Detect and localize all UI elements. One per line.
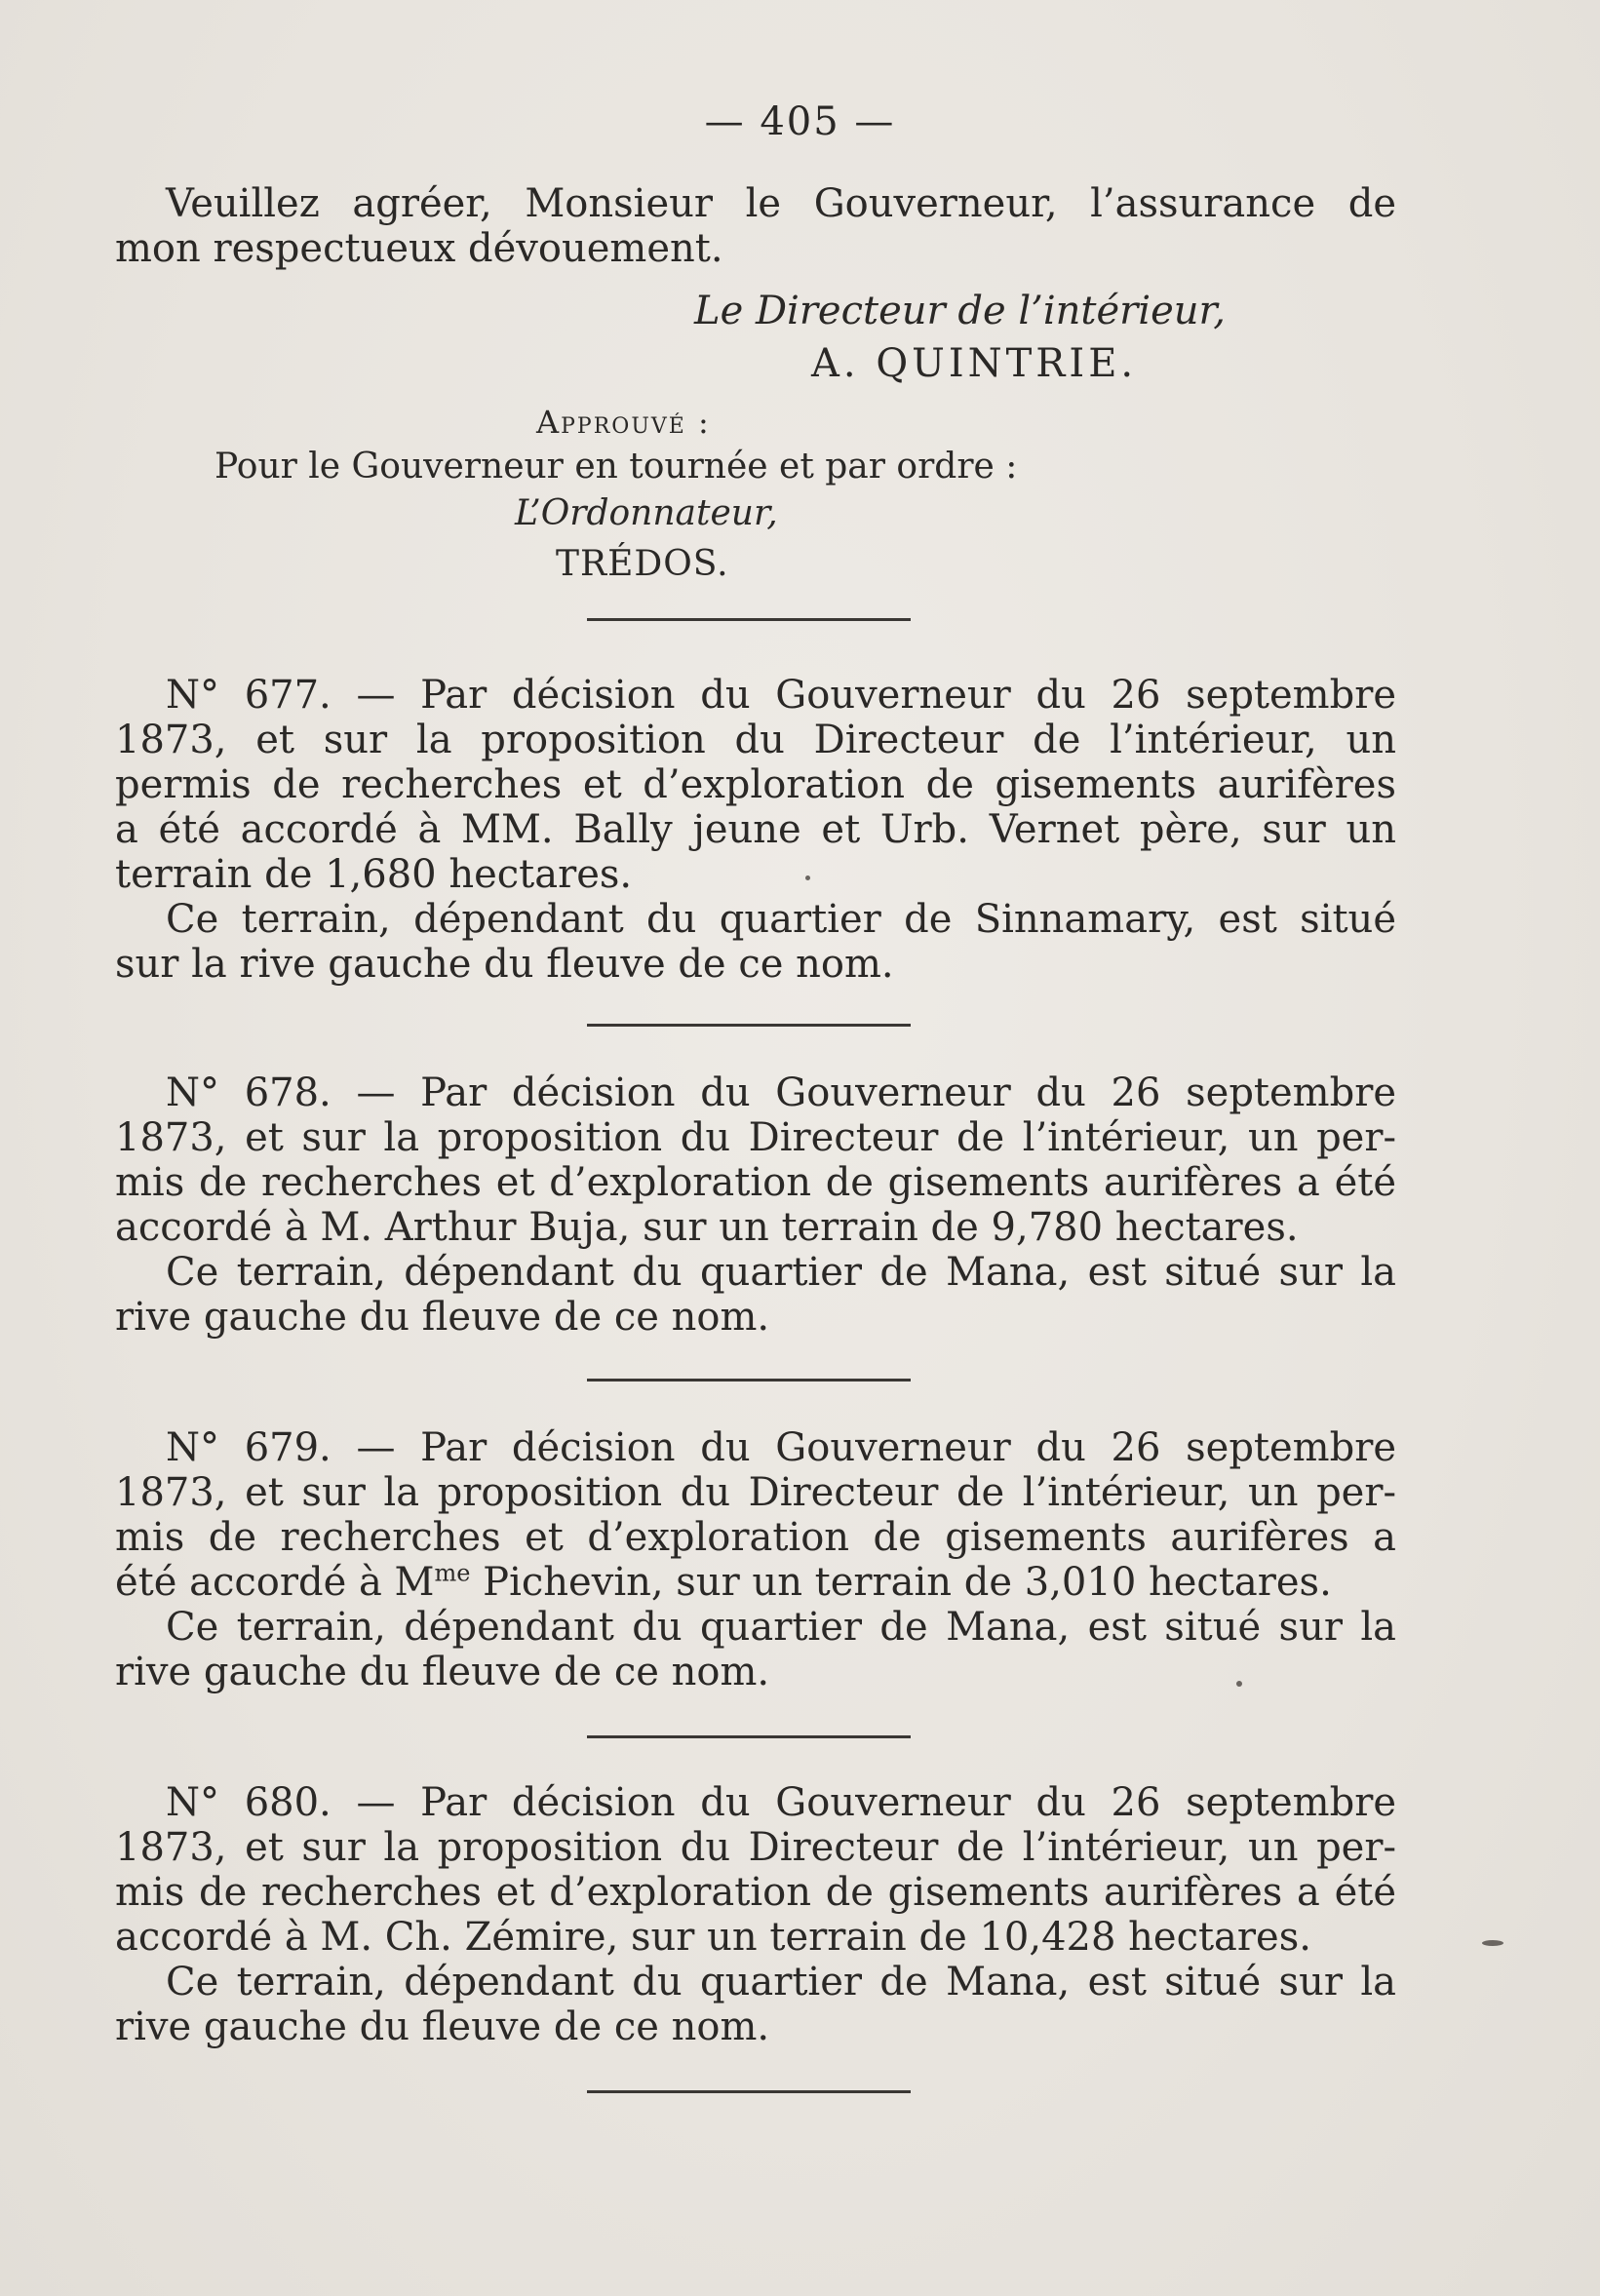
entry-680-location-2: rive gauche du fleuve de ce nom. — [115, 2004, 770, 2049]
entry-677-line-5: terrain de 1,680 hectares. — [115, 852, 633, 897]
entry-679-location-2: rive gauche du fleuve de ce nom. — [115, 1650, 770, 1694]
page-number: — 405 — — [704, 99, 896, 144]
entry-679-superscript: me — [434, 1559, 471, 1587]
entry-679-line-4-b: Pichevin, sur un terrain de 3,010 hectares. — [470, 1560, 1332, 1605]
entry-679-line-2: 1873, et sur la proposition du Directeur de l’intérieur, un per- — [115, 1470, 1396, 1515]
divider — [587, 2090, 911, 2093]
entry-679-line-4 — [115, 1560, 1332, 1605]
entry-680-line-2: 1873, et sur la proposition du Directeur de l’intérieur, un per- — [115, 1825, 1396, 1870]
paper-speck — [1482, 1940, 1503, 1946]
divider — [587, 1379, 911, 1381]
divider — [587, 618, 911, 621]
entry-678-location-1: Ce terrain, dépendant du quartier de Mana, est situé sur la — [166, 1250, 1396, 1295]
entry-677-line-2: 1873, et sur la proposition du Directeur de l’intérieur, un — [115, 718, 1396, 762]
closing-line-1: Veuillez agréer, Monsieur le Gouverneur, l’assurance de — [166, 181, 1396, 226]
entry-679-line-1: N° 679. — Par décision du Gouverneur du 26 septembre — [166, 1425, 1396, 1470]
entry-678-line-4: accordé à M. Arthur Buja, sur un terrain de 9,780 hectares. — [115, 1205, 1299, 1250]
approval-label: Approuvé : — [536, 404, 711, 441]
paper-speck — [1236, 1681, 1242, 1687]
approval-line: Pour le Gouverneur en tournée et par ordre : — [215, 447, 1018, 486]
entry-677-location-2: sur la rive gauche du fleuve de ce nom. — [115, 942, 894, 987]
approval-name: TRÉDOS. — [556, 544, 729, 584]
approval-role: L’Ordonnateur, — [515, 493, 778, 533]
signatory-title: Le Directeur de l’intérieur, — [694, 289, 1226, 333]
entry-679-line-3: mis de recherches et d’exploration de gisements aurifères a — [115, 1515, 1396, 1560]
divider — [587, 1024, 911, 1027]
entry-677-location-1: Ce terrain, dépendant du quartier de Sinnamary, est situé — [166, 897, 1396, 942]
entry-677-line-4: a été accordé à MM. Bally jeune et Urb. Vernet père, sur un — [115, 807, 1396, 852]
entry-677-line-3: permis de recherches et d’exploration de gisements aurifères — [115, 762, 1396, 807]
entry-678-line-2: 1873, et sur la proposition du Directeur de l’intérieur, un per- — [115, 1115, 1396, 1160]
entry-678-line-1: N° 678. — Par décision du Gouverneur du 26 septembre — [166, 1070, 1396, 1115]
entry-678-line-3: mis de recherches et d’exploration de gisements aurifères a été — [115, 1160, 1396, 1205]
entry-679-line-4-a: été accordé à M — [115, 1560, 435, 1605]
entry-680-line-4: accordé à M. Ch. Zémire, sur un terrain de 10,428 hectares. — [115, 1915, 1311, 1960]
closing-line-2: mon respectueux dévouement. — [115, 226, 723, 271]
signatory-name: A. QUINTRIE. — [811, 341, 1138, 386]
entry-680-location-1: Ce terrain, dépendant du quartier de Mana, est situé sur la — [166, 1960, 1396, 2004]
divider — [587, 1735, 911, 1738]
entry-678-location-2: rive gauche du fleuve de ce nom. — [115, 1295, 770, 1340]
entry-679-location-1: Ce terrain, dépendant du quartier de Mana, est situé sur la — [166, 1605, 1396, 1650]
entry-680-line-1: N° 680. — Par décision du Gouverneur du 26 septembre — [166, 1780, 1396, 1825]
entry-677-line-1: N° 677. — Par décision du Gouverneur du 26 septembre — [166, 673, 1396, 718]
entry-680-line-3: mis de recherches et d’exploration de gisements aurifères a été — [115, 1870, 1396, 1915]
paper-speck — [805, 876, 810, 880]
